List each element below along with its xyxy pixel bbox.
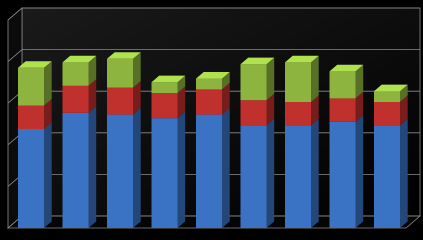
bar-segment-s3-c1 <box>18 68 44 106</box>
bar-side-s1-c2 <box>89 106 97 228</box>
bar-segment-s2-c3 <box>107 88 133 115</box>
bars-group <box>18 52 408 228</box>
bar-segment-s3-c7 <box>285 62 311 102</box>
bar-segment-s1-c9 <box>374 125 400 228</box>
bar-side-s3-c6 <box>267 58 275 101</box>
bar-segment-s1-c7 <box>285 125 311 228</box>
bar-side-s1-c4 <box>178 112 186 228</box>
bar-side-s3-c1 <box>44 61 52 105</box>
bar-segment-s3-c4 <box>152 82 178 93</box>
bar-stack-7 <box>285 56 319 228</box>
bar-segment-s2-c5 <box>196 89 222 114</box>
bar-segment-s2-c2 <box>63 86 89 113</box>
bar-segment-s2-c7 <box>285 102 311 125</box>
bar-side-s1-c3 <box>133 108 141 228</box>
bar-segment-s3-c6 <box>241 64 267 100</box>
bar-side-s1-c9 <box>400 119 408 228</box>
bar-side-s1-c6 <box>267 119 275 228</box>
bar-side-s1-c7 <box>311 119 319 228</box>
bar-segment-s1-c3 <box>107 115 133 228</box>
bar-segment-s1-c1 <box>18 129 44 228</box>
bar-segment-s2-c1 <box>18 106 44 129</box>
bar-segment-s1-c2 <box>63 113 89 228</box>
bar-stack-5 <box>196 72 230 228</box>
bar-segment-s1-c8 <box>330 122 356 228</box>
bar-side-s1-c5 <box>222 108 230 228</box>
bar-segment-s2-c9 <box>374 102 400 125</box>
bar-segment-s3-c8 <box>330 71 356 98</box>
bar-stack-3 <box>107 52 141 228</box>
bar-stack-6 <box>241 58 275 228</box>
bar-side-s1-c1 <box>44 122 52 228</box>
bar-segment-s1-c4 <box>152 118 178 228</box>
bar-stack-2 <box>63 56 97 228</box>
bar-segment-s3-c2 <box>63 62 89 85</box>
bar-side-s1-c8 <box>356 115 364 228</box>
bar-stack-1 <box>18 61 52 228</box>
bar-segment-s2-c8 <box>330 98 356 121</box>
bar-stack-4 <box>152 76 186 228</box>
bar-segment-s2-c4 <box>152 93 178 118</box>
bar-segment-s1-c6 <box>241 125 267 228</box>
bar-stack-9 <box>374 85 408 228</box>
bar-segment-s2-c6 <box>241 100 267 125</box>
bar-segment-s1-c5 <box>196 115 222 228</box>
bar-segment-s3-c9 <box>374 91 400 102</box>
bar-side-s3-c7 <box>311 56 319 102</box>
bar-stack-8 <box>330 65 364 228</box>
bar-segment-s3-c5 <box>196 79 222 90</box>
bar-segment-s3-c3 <box>107 59 133 88</box>
